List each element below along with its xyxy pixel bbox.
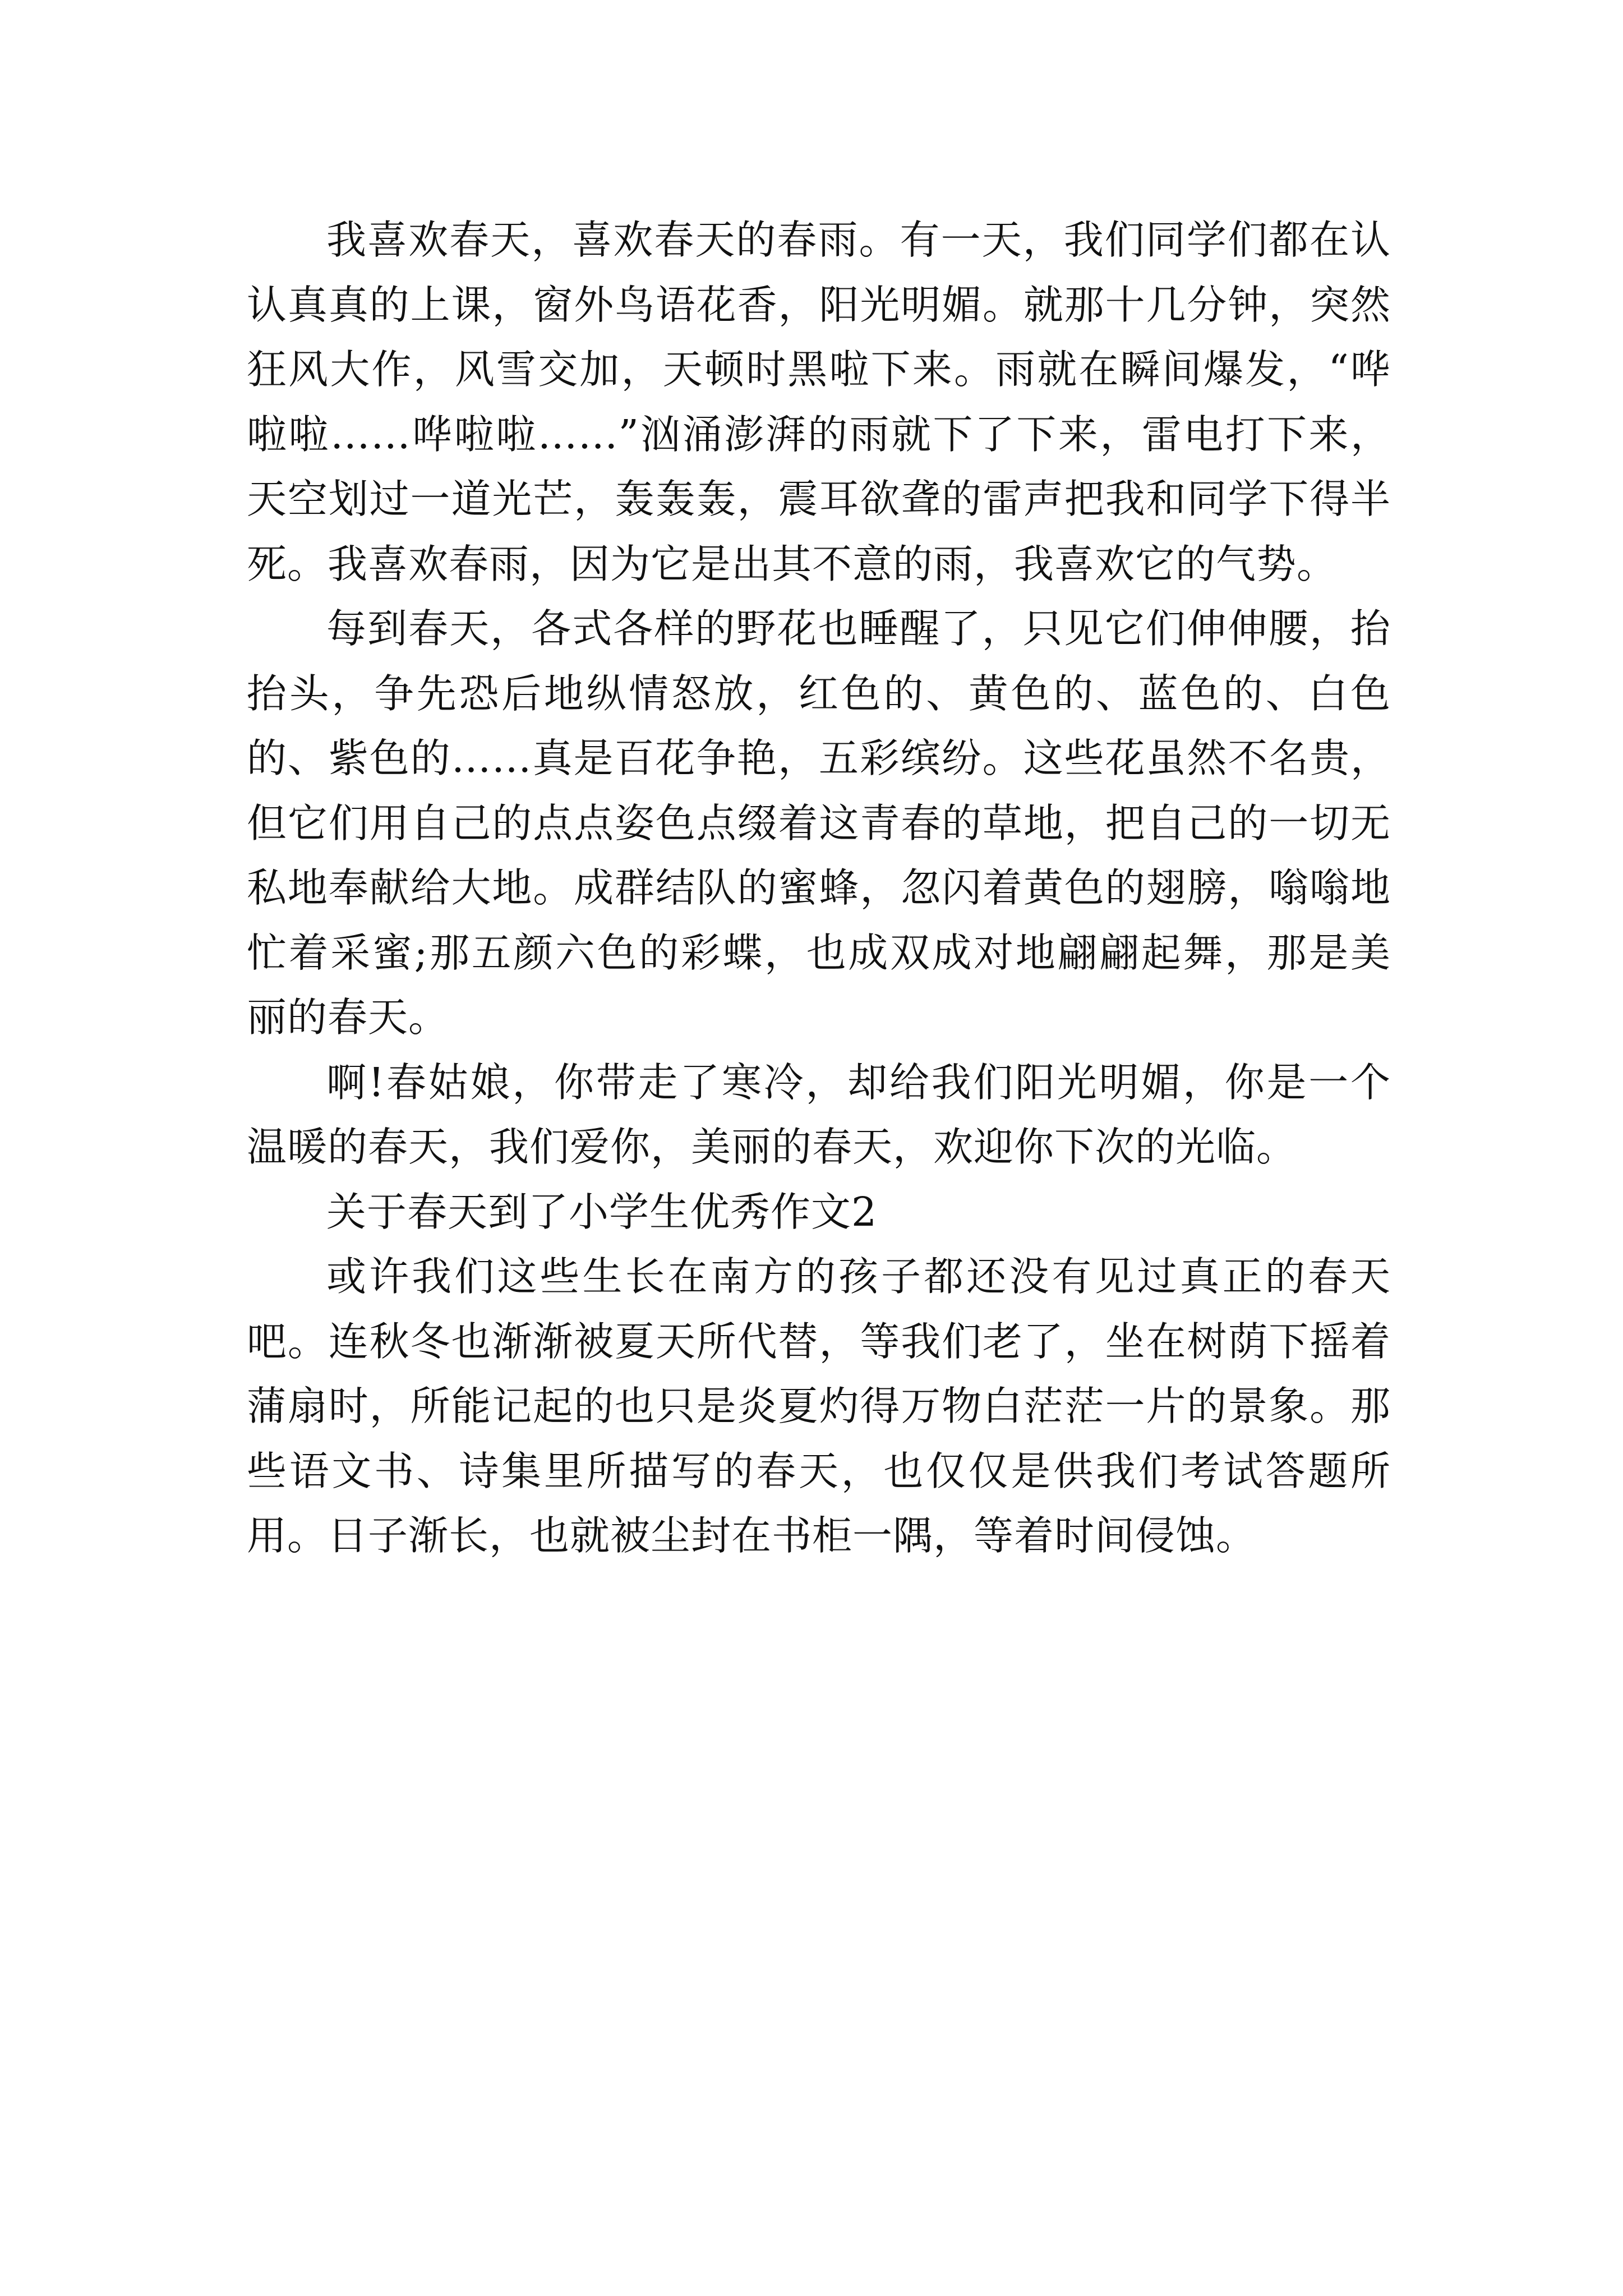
paragraph: 啊!春姑娘，你带走了寒冷，却给我们阳光明媚，你是一个温暖的春天，我们爱你，美丽的春天，欢迎你下次的光临。 xyxy=(247,1059,1391,1170)
section-heading: 关于春天到了小学生优秀作文2 xyxy=(326,1188,878,1235)
paragraph: 我喜欢春天，喜欢春天的春雨。有一天，我们同学们都在认认真真的上课，窗外鸟语花香，阳光明媚。就那十几分钟，突然狂风大作，风雪交加，天顿时黑啦下来。雨就在瞬间爆发，“哗啦啦……哗啦啦……”汹涌澎湃的雨就下了下来，雷电打下来，天空划过一道光芒，轰轰轰，震耳欲聋的雷声把我和同学下得半死。我喜欢春雨，因为它是出其不意的雨，我喜欢它的气势。 xyxy=(247,217,1391,587)
paragraph: 每到春天，各式各样的野花也睡醒了，只见它们伸伸腰，抬抬头，争先恐后地纵情怒放，红色的、黄色的、蓝色的、白色的、紫色的……真是百花争艳，五彩缤纷。这些花虽然不名贵，但它们用自己的点点姿色点缀着这青春的草地，把自己的一切无私地奉献给大地。成群结队的蜜蜂，忽闪着黄色的翅膀，嗡嗡地忙着采蜜;那五颜六色的彩蝶，也成双成对地翩翩起舞，那是美丽的春天。 xyxy=(247,605,1391,1041)
paragraph: 或许我们这些生长在南方的孩子都还没有见过真正的春天吧。连秋冬也渐渐被夏天所代替，等我们老了，坐在树荫下摇着蒲扇时，所能记起的也只是炎夏灼得万物白茫茫一片的景象。那些语文书、诗集里所描写的春天，也仅仅是供我们考试答题所用。日子渐长，也就被尘封在书柜一隅，等着时间侵蚀。 xyxy=(247,1253,1391,1559)
document-body xyxy=(247,208,1391,1568)
